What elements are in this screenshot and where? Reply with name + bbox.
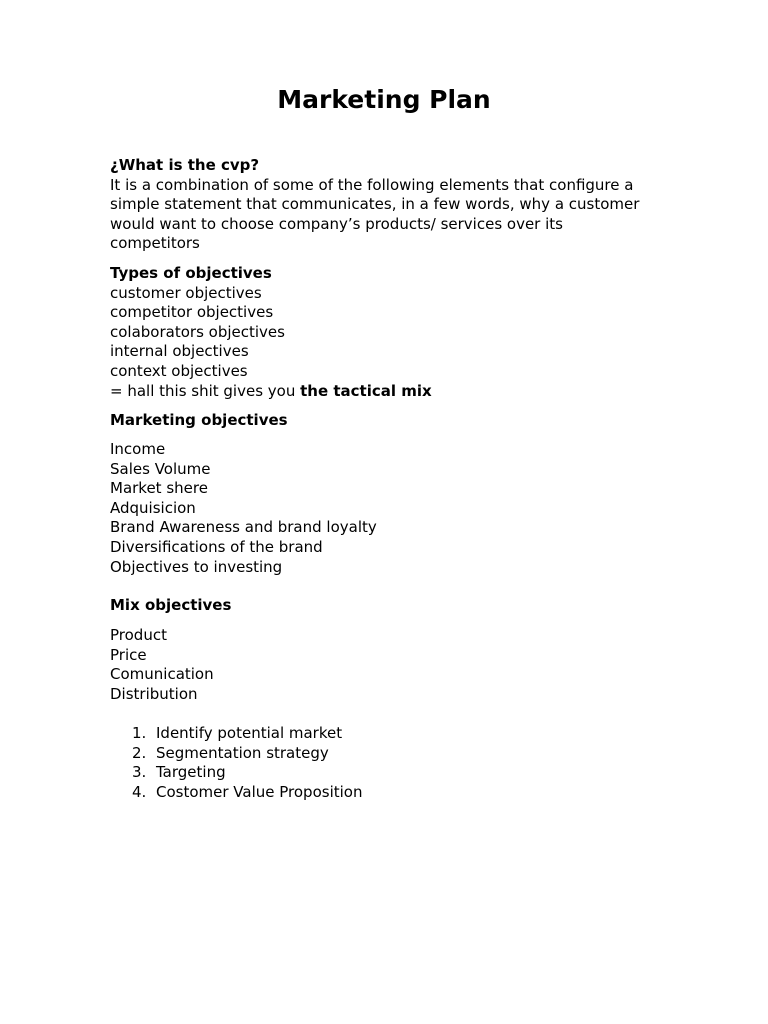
list-item: competitor objectives bbox=[110, 303, 274, 322]
marketing-list bbox=[110, 440, 710, 577]
list-item: Objectives to investing bbox=[110, 557, 283, 576]
list-item: context objectives bbox=[110, 361, 248, 380]
types-summary bbox=[110, 382, 710, 402]
mix-heading-block bbox=[110, 596, 710, 616]
list-item: Adquisicion bbox=[110, 498, 196, 517]
list-item: customer objectives bbox=[110, 283, 262, 302]
cvp-line: simple statement that communicates, in a few words, why a customer bbox=[110, 195, 640, 214]
list-item: Brand Awareness and brand loyalty bbox=[110, 518, 377, 537]
list-item: Price bbox=[110, 645, 147, 664]
step-text: Targeting bbox=[156, 763, 226, 782]
list-item: Distribution bbox=[110, 684, 198, 703]
step-item bbox=[110, 744, 710, 764]
step-item bbox=[110, 763, 710, 783]
types-heading: Types of objectives bbox=[110, 264, 272, 282]
step-number: 3. bbox=[132, 763, 147, 782]
marketing-heading: Marketing objectives bbox=[110, 411, 288, 429]
step-text: Identify potential market bbox=[156, 724, 343, 742]
step-number: 2. bbox=[132, 743, 147, 762]
step-item bbox=[110, 724, 710, 744]
marketing-section bbox=[110, 440, 710, 577]
step-item bbox=[110, 783, 710, 803]
step-number: 1. bbox=[132, 724, 147, 742]
list-item: Diversifications of the brand bbox=[110, 537, 323, 556]
step-text: Costomer Value Proposition bbox=[156, 782, 363, 801]
document-title: Marketing Plan bbox=[277, 85, 491, 114]
cvp-heading: ¿What is the cvp? bbox=[110, 156, 260, 174]
types-section bbox=[110, 264, 710, 401]
list-item: Market shere bbox=[110, 479, 208, 498]
list-item: Income bbox=[110, 440, 166, 458]
step-number: 4. bbox=[132, 782, 147, 801]
list-item: Product bbox=[110, 626, 167, 644]
list-item: colaborators objectives bbox=[110, 322, 285, 341]
steps-section bbox=[110, 724, 710, 802]
mix-section bbox=[110, 626, 710, 704]
cvp-line: competitors bbox=[110, 234, 200, 253]
summary-bold: the tactical mix bbox=[300, 381, 432, 400]
steps-list bbox=[110, 724, 710, 802]
cvp-section bbox=[110, 156, 710, 254]
step-text: Segmentation strategy bbox=[156, 743, 329, 762]
cvp-line: would want to choose company’s products/ services over its bbox=[110, 214, 563, 233]
summary-prefix: = hall this shit gives you bbox=[110, 381, 301, 400]
marketing-heading-block bbox=[110, 411, 710, 431]
mix-heading: Mix objectives bbox=[110, 596, 232, 614]
list-item: Sales Volume bbox=[110, 459, 211, 478]
list-item: Comunication bbox=[110, 665, 214, 684]
cvp-line: It is a combination of some of the following elements that configure a bbox=[110, 175, 634, 194]
list-item: internal objectives bbox=[110, 342, 249, 361]
mix-list bbox=[110, 626, 710, 704]
types-list bbox=[110, 284, 710, 382]
